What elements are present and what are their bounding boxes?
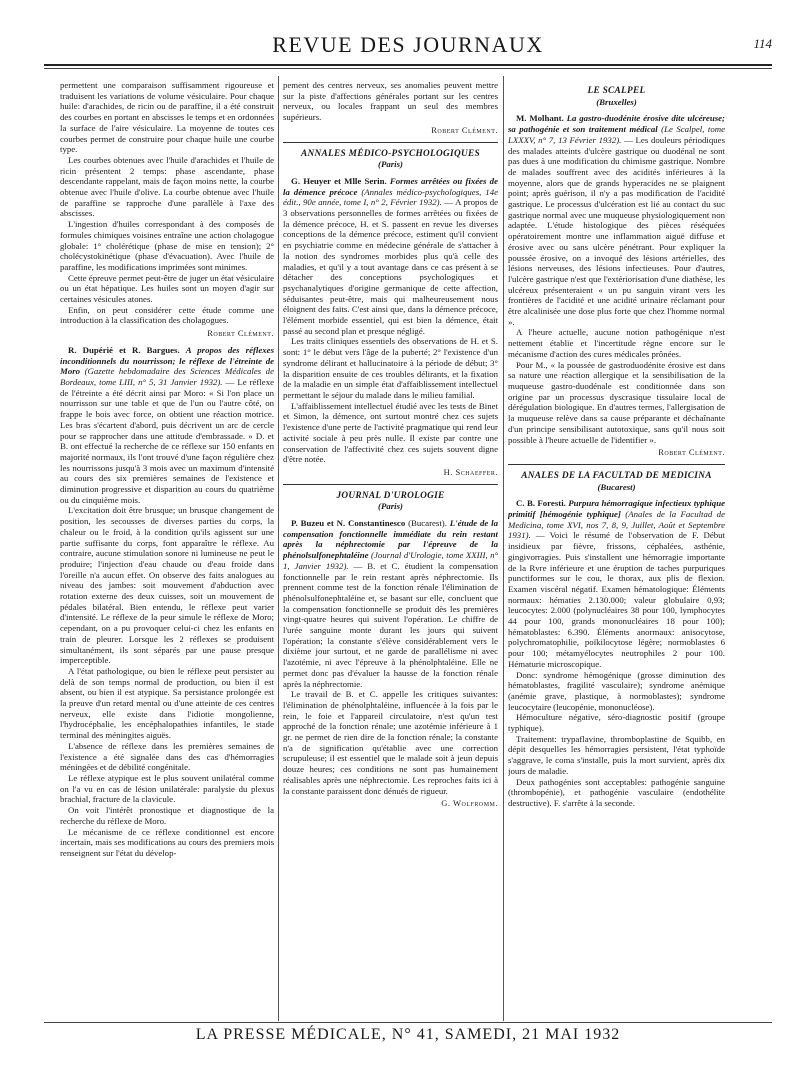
article-heuyer: [283, 176, 498, 337]
paragraph: Donc: syndrome hémogénique (grosse diminution des hématoblastes, fragilité vasculaire); syndrome anémique (anémie grave, plastique, à normoblastes); syndrome leucocytaire (leucopénie, mononucléose).: [508, 669, 725, 712]
section-rule: [283, 142, 498, 143]
signature: Robert Clément.: [207, 328, 274, 339]
article-source: (Anales de la Facultad de Medicina, tome XVI, nos 7, 8, 9, Juillet, Août et Septembre 1931).: [508, 509, 725, 541]
journal-section-title: REVUE DES JOURNAUX: [272, 32, 544, 57]
paragraph: L'affaiblissement intellectuel étudié avec les tests de Binet et Simon, la démence, ont surtout montré chez ces sujets l'existence d'une perte de l'activité pragmatique qui rend leur activité sociale à peu près nulle. Il existe par contre une conservation de l'affectivité chez ces sujets souvent digne d'être notée.: [283, 400, 498, 465]
page-number: 114: [753, 36, 772, 51]
paragraph: Le mécanisme de ce réflexe conditionnel est encore incertain, mais ses modifications au cours des premiers mois renseignent sur l'état du dévelop-: [60, 826, 274, 858]
journal-heading: JOURNAL D'UROLOGIE: [336, 490, 445, 501]
paragraph: A l'état pathologique, ou bien le réflexe peut persister au delà de son temps normal de production, ou bien il est absent, ou bien il est atypique. Sa persistance prolongée est la preuve d'un retard mental ou d'une atteinte de ces centres nerveux, elle existe dans l'idiotie mongolienne, l'hydrocéphalie, les encéphalopathies infantiles, le stade terminal des méningites aiguës.: [60, 665, 274, 741]
journal-city: (Bruxelles): [596, 96, 637, 107]
signature: Robert Clément.: [431, 124, 498, 135]
paragraph: Deux pathogénies sont acceptables: pathogénie sanguine (thrombopénie), et pathogénie vasculaire (endothélite destructive). F. s'arrête à la seconde.: [508, 776, 725, 808]
article-source: (Gazette hebdomadaire des Sciences Médicales de Bordeaux, tome LIII, n° 5, 31 Janvier 1932).: [60, 366, 274, 387]
column-divider-2: [503, 76, 504, 1021]
article-title: Formes arrêtées ou fixées de la démence précoce: [283, 175, 498, 197]
paragraph: Traitement: trypaflavine, thromboplastine de Squibb, en dépit desquelles les hémorragies persistent, l'état typhoïde s'aggrave, le coma s'installe, puis la mort survient, après dix jours de maladie.: [508, 733, 725, 776]
article-authors: R. Dupérié et R. Bargues.: [68, 344, 180, 355]
signature: G. Wolfromm.: [441, 798, 498, 809]
paragraph: On voit l'intérêt pronostique et diagnostique de la recherche du réflexe de Moro.: [60, 805, 274, 826]
paragraph: A l'heure actuelle, aucune notion pathogénique n'est nettement établie et l'incertitude règne encore sur le mécanisme d'action des cures médicales prônées.: [508, 327, 725, 359]
page-header: [44, 30, 772, 60]
signature: H. Schaeffer.: [443, 466, 498, 477]
article-dupérié: [60, 345, 274, 506]
article-source: (Annales médico-psychologiques, 14e édit., 90e année, tome I, n° 2, Février 1932).: [283, 186, 498, 208]
paragraph: pement des centres nerveux, ses anomalies peuvent mettre sur la piste d'affections générales portant sur les centres nerveux, ou locales frappant un seul des membres supérieurs.: [283, 80, 498, 123]
article-text: — Les douleurs périodiques des malades atteints d'ulcère gastrique ou duodénal ne sont pas dues à une modification du chimisme gastrique. Nombre de malades souffrent avec des acidités inférieures à la moyenne, alors que de grands hyperacides ne se plaignent point; après guérison, il n'y a pas modification de l'acidité gastrique. Le processus d'ulcération est lié au contact du suc gastrique normal avec une muqueuse physiologiquement non adaptée. L'étude histologique des pièces réséquées opératoirement montre une inflammation aiguë diffuse et érosive avec ou sans ulcère pénétrant. Pour expliquer la poussée érosive, on a invoqué des lésions artérielles, des lésions nerveuses, des lésions infectieuses. Pour d'autres, l'ulcère gastrique n'est que l'extériorisation d'une diathèse, les ulcéreux présenteraient « un pu sanguin virant vers les frontières de l'acidité et une acidité urinaire réclamant pour être alcalinisée une dose plus forte que chez l'homme normal ».: [508, 134, 725, 327]
paragraph: Les courbes obtenues avec l'huile d'arachides et l'huile de ricin présentent 2 temps: phase ascendante, phase descendante rappelant, mais de façon moins nette, la courbe obtenue avec l'huile d'olive. La courbe obtenue avec l'huile de paraffine se rapproche d'une parallèle à l'axe des abscisses.: [60, 154, 274, 219]
article-title: L'étude de la compensation fonctionnelle immédiate du rein restant après la néphrectomie par l'épreuve de la phénolsulfonephtaléine: [283, 518, 498, 561]
section-rule: [508, 464, 725, 465]
paragraph: Enfin, on peut considérer cette étude comme une introduction à la classification des cholagogues.: [60, 304, 274, 326]
header-rule: [44, 64, 772, 66]
article-title: Purpura hémorragique infectieux typhique primitif [hémogénie typhique]: [508, 498, 725, 520]
journal-city: (Paris): [378, 501, 403, 512]
journal-city: (Paris): [378, 159, 403, 170]
journal-heading: ANNALES MÉDICO-PSYCHOLOGIQUES: [301, 148, 480, 159]
article-authors: P. Buzeu et N. Constantinesco: [291, 518, 406, 529]
section-rule: [283, 484, 498, 485]
paragraph: Hémoculture négative, séro-diagnostic positif (groupe typhique).: [508, 712, 725, 734]
column-2: [283, 80, 498, 1015]
article-authors: C. B. Foresti.: [516, 498, 566, 509]
article-source: (Le Scalpel, tome LXXXV, n° 7, 13 Février 1932).: [508, 124, 725, 145]
paragraph: Pour M., « la poussée de gastroduodénite érosive est dans sa nature une réaction allergique et la sensibilisation de la muqueuse gastro-duodénale est conditionnée dans son origine par un processus dyscrasique tissulaire local de dérégulation biologique. En d'autres termes, l'allergisation de la muqueuse relève dans sa cause préparante et déchaînante d'un principe sensibilisant autotoxique, sans qu'il nous soit possible à l'heure actuelle de l'identifier ».: [508, 359, 725, 445]
journal-heading: ANALES DE LA FACULTAD DE MEDICINA: [521, 470, 712, 481]
article-foresti: [508, 498, 725, 669]
paragraph: L'ingestion d'huiles correspondant à des composés de formules chimiques voisines entraîne une action cholagogue globale: 1° cholérétique (phase de mise en tension); 2° cholécystokinétique (phase d'évacuation). Avec l'huile de paraffine, les modifications imprimées sont minimes.: [60, 219, 274, 272]
paragraph: Le réflexe atypique est le plus souvent unilatéral comme on l'a vu en cas de lésion unilatérale: paralysie du plexus brachial, fracture de la clavicule.: [60, 773, 274, 805]
footer-rule: [44, 1022, 772, 1023]
paragraph: permettent une comparaison suffisamment rigoureuse et traduisent les variations de volume vésiculaire. Pour chaque huile: d'arachides, de ricin ou de paraffine, il a été construit des courbes en portant en abscisses le temps et en ordonnées la surface de l'aire vésiculaire. La moyenne de toutes ces courbes permet de construire pour chaque huile une courbe type.: [60, 80, 274, 155]
article-text: — A propos de 3 observations personnelles de formes arrêtées ou fixées de la démence précoce, H. et S. passent en revue les diverses conceptions de la démence précoce, estiment qu'il convient en psychiatrie comme en médecine générale de s'attacher à la notion des syndromes morbides plus qu'à celle des maladies, et qu'il y a tout avantage dans ce cas présent à se détacher des conceptions psychologiques et psychanalytiques d'origine germanique de cette affection, séduisantes peut-être, mais qui malheureusement nous éloignent des faits. C'est ainsi que, dans la démence précoce, l'élément morbide essentiel, qui est bien la démence, était passé au second plan et presque négligé.: [283, 197, 498, 336]
column-divider-1: [278, 76, 279, 1021]
column-1: [60, 80, 274, 1015]
article-city: (Bucarest).: [408, 518, 447, 529]
article-text: — Le réflexe de l'étreinte a été décrit ainsi par Moro: « Si l'on place un nourrisson sur une table et que de l'un ou l'autre côté, on frappe le bois avec force, on obtient une réaction motrice. Les bras s'écartent d'abord, puis décrivent un arc de cercle pour se rapprocher dans une attitude d'embrassade. » D. et B. ont effectué la recherche de ce réflexe sur 150 enfants en majorité normaux, ils l'ont trouvé d'une façon régulière chez les nourrissons jusqu'à 3 mois avec un maximum d'intensité au cours des six premières semaines de l'existence et diminution progressive et disparition au cours du quatrième ou du cinquième mois.: [60, 376, 274, 505]
article-molhant: [508, 113, 725, 327]
article-text: — B. et C. étudient la compensation fonctionnelle par le rein restant après néphrectomie. Ils prennent comme test de la fonction rénale l'élimination de phénolsulfonephtaléine et, se basant sur elle, concluent que la compensation fonctionnelle se produit dès les premières vingt-quatre heures qui suivent l'opération. Le chiffre de l'urée sanguine monte durant les jours qui suivent l'opération; la constante s'élève considérablement vers le dixième jour surtout, et ne garde de parallélisme ni avec l'azotémie, ni avec l'épreuve à la phénolphtaléine. Elle ne permet donc pas d'évaluer la hausse de la fonction rénale après la néphrectomie.: [283, 560, 498, 689]
article-authors: G. Heuyer et Mlle Serin.: [291, 175, 387, 186]
journal-heading: LE SCALPEL: [587, 86, 646, 96]
article-buzeu: [283, 518, 498, 689]
signature: Robert Clément.: [658, 447, 725, 458]
article-authors: M. Molhant.: [516, 113, 564, 124]
footer-publication: LA PRESSE MÉDICALE, N° 41, SAMEDI, 21 MAI 1932: [195, 1026, 621, 1043]
paragraph: Le travail de B. et C. appelle les critiques suivantes: l'élimination de phénolphtaléine, influencée à la fois par le rein, le foie et l'appareil circulatoire, n'est qu'un test approché de la fonction rénale; une azotémie inférieure à 1 gr. ne permet de rien dire de la fonction rénale; la constante n'a de signification qu'établie avec une correction scrupuleuse; il est essentiel que le malade soit à jeun depuis douze heures; ces conditions ne sont pas humainement réalisables après une néphrectomie. Les reproches faits ici à la constante paraissent donc dénués de rigueur.: [283, 689, 498, 796]
paragraph: Cette épreuve permet peut-être de juger un état vésiculaire ou un état hépatique. Les huiles sont un moyen d'agir sur certaines vésicules atones.: [60, 272, 274, 305]
article-source: (Journal d'Urologie, tome XXIII, n° 1, Janvier 1932).: [283, 550, 498, 571]
page-footer: [44, 1026, 772, 1052]
column-3: [508, 80, 725, 1015]
header-rule-thin: [44, 68, 772, 69]
paragraph: Les traits cliniques essentiels des observations de H. et S. sont: 1° le début vers l'âge de la puberté; 2° l'existence d'un syndrome délirant et hallucinatoire à la période de début; 3° la disparition ensuite de ces troubles délirants, et la fixation de la maladie en un simple état d'affaiblissement intellectuel permettant le séjour du malade dans le milieu familial.: [283, 336, 498, 400]
paragraph: L'absence de réflexe dans les premières semaines de l'existence a été signalée dans des cas d'hémorragies méningées et de débilité congénitale.: [60, 740, 274, 773]
article-title: La gastro-duodénite érosive dite ulcéreuse; sa pathogénie et son traitement médical: [508, 113, 725, 135]
paragraph: L'excitation doit être brusque; un brusque changement de position, les secousses de diverses parties du corps, la chaleur ou le froid, à la condition qu'ils agissent sur une partie suffisante du corps, font apparaître le réflexe. Au contraire, aucune stimulation sonore ni lumineuse ne peut le produire; l'injection d'eau chaude ou d'eau froide dans l'oreille n'a aucun effet. On observe des faits analogues au niveau des jambes: soit mouvement d'abduction avec rotation externe des deux cuisses, soit un mouvement de pédales bilatéral. Bien entendu, le réflexe peut varier d'intensité. Le réflexe de la peur simule le réflexe de Moro; cependant, on a pu provoquer celui-ci chez les enfants en train de pleurer. Lorsque les 2 réflexes se produisent simultanément, ils sont séparés par une pause presque imperceptible.: [60, 505, 274, 666]
article-title: A propos des réflexes inconditionnels du nourrisson; le réflexe de l'étreinte de Moro: [60, 344, 274, 377]
article-text: — Voici le résumé de l'observation de F. Début insidieux par fièvre, frissons, céphalées, asthénie, gingivorragies. Puis s'installent une hémorragie importante de la Rvre inférieure et une éruption de taches purpuriques punctiformes sur le cou, le thorax, aux plis de flexion. Examen viscéral négatif. Examen hématologique: Éléments normaux: hématies 2.130.000; valeur globulaire 0,93; leucocytes: 2.000 (polynucléaires 38 pour 100, lymphocytes 44 pour 100, grands mononucléaires 18 pour 100); hématoblastes: 6.390. Éléments anormaux: anisocytose, polychromatophilie, poïkilocytose légère; normoblastes 6 pour 100; métamyélocytes neutrophiles 2 pour 100. Hématurie microscopique.: [508, 530, 725, 669]
journal-city: (Bucarest): [597, 481, 636, 492]
